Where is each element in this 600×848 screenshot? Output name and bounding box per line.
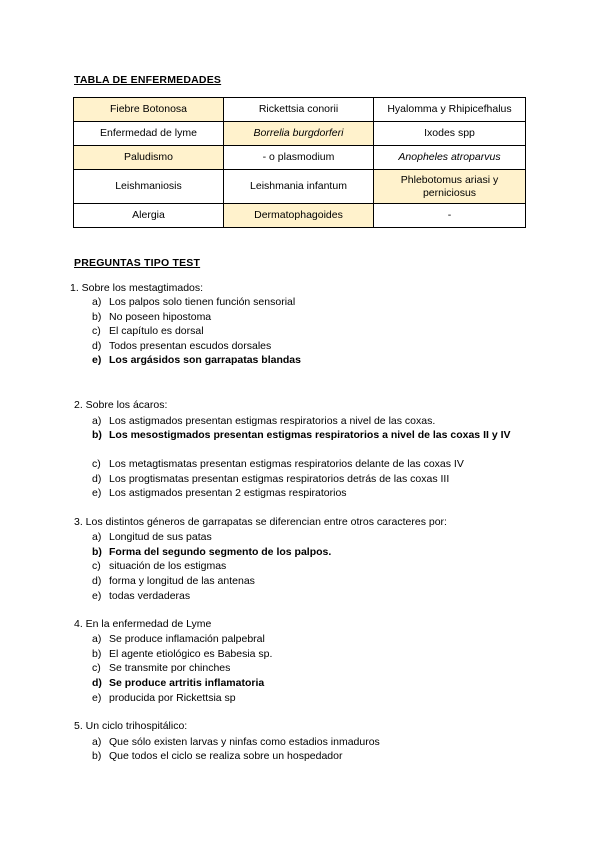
- table-row: [74, 98, 526, 122]
- table-heading: TABLA DE ENFERMEDADES: [74, 74, 222, 86]
- option-text: forma y longitud de las antenas: [109, 575, 255, 587]
- option-letter: b): [92, 546, 102, 558]
- table-row: [74, 146, 526, 170]
- option-text: Los astigmados presentan estigmas respiratorios a nivel de las coxas.: [109, 415, 436, 427]
- option-letter: a): [92, 415, 102, 427]
- option-text: Se produce inflamación palpebral: [109, 633, 265, 645]
- option-letter: a): [92, 296, 102, 308]
- answer-option: [92, 310, 211, 324]
- answer-option-correct: [92, 676, 264, 690]
- answer-option: [92, 472, 449, 486]
- answer-option-correct: [92, 545, 331, 559]
- test-heading: PREGUNTAS TIPO TEST: [74, 257, 201, 269]
- table-cell: Borrelia burgdorferi: [224, 122, 374, 146]
- table-cell: Alergia: [74, 204, 224, 228]
- table-cell: Phlebotomus ariasi y perniciosus: [374, 170, 526, 204]
- option-text: Los progtismatas presentan estigmas respiratorios detrás de las coxas III: [109, 473, 450, 485]
- option-text: situación de los estigmas: [109, 560, 227, 572]
- option-text: El agente etiológico es Babesia sp.: [109, 648, 273, 660]
- option-letter: e): [92, 590, 102, 602]
- option-text: Los argásidos son garrapatas blandas: [109, 354, 301, 366]
- table-cell: Anopheles atroparvus: [374, 146, 526, 170]
- option-letter: d): [92, 473, 102, 485]
- question-title: 3. Los distintos géneros de garrapatas se diferencian entre otros caracteres por:: [74, 516, 447, 528]
- option-letter: c): [92, 560, 101, 572]
- option-letter: d): [92, 575, 102, 587]
- answer-option: [92, 589, 190, 603]
- answer-option: [92, 749, 342, 763]
- answer-option-correct: [92, 353, 301, 367]
- answer-option: [92, 339, 271, 353]
- answer-option: [92, 647, 272, 661]
- option-text: Se produce artritis inflamatoria: [109, 677, 265, 689]
- disease-table: [73, 97, 526, 228]
- option-letter: b): [92, 648, 102, 660]
- answer-option: [92, 324, 204, 338]
- option-letter: d): [92, 340, 102, 352]
- option-letter: a): [92, 531, 102, 543]
- option-letter: c): [92, 458, 101, 470]
- option-text: No poseen hipostoma: [109, 311, 212, 323]
- question-title: 1. Sobre los mestagtimados:: [70, 282, 204, 294]
- answer-option: [92, 559, 226, 573]
- option-text: Los metagtismatas presentan estigmas respiratorios delante de las coxas IV: [109, 458, 464, 470]
- table-row: [74, 122, 526, 146]
- question-title: 5. Un ciclo trihospitálico:: [74, 720, 188, 732]
- option-text: Los mesostigmados presentan estigmas respiratorios a nivel de las coxas II y IV: [109, 429, 511, 441]
- option-letter: b): [92, 750, 102, 762]
- answer-option: [92, 414, 435, 428]
- option-letter: d): [92, 677, 102, 689]
- option-text: El capítulo es dorsal: [109, 325, 204, 337]
- answer-option: [92, 735, 380, 749]
- option-text: todas verdaderas: [109, 590, 191, 602]
- table-row: [74, 170, 526, 204]
- option-text: Los astigmados presentan 2 estigmas respiratorios: [109, 487, 347, 499]
- answer-option: [92, 295, 295, 309]
- option-letter: b): [92, 429, 102, 441]
- option-text: Que sólo existen larvas y ninfas como estadios inmaduros: [109, 736, 380, 748]
- answer-option: [92, 691, 236, 705]
- table-cell: Fiebre Botonosa: [74, 98, 224, 122]
- option-letter: e): [92, 487, 102, 499]
- question-title: 2. Sobre los ácaros:: [74, 399, 168, 411]
- table-cell: Leishmaniosis: [74, 170, 224, 204]
- table-cell: Rickettsia conorii: [224, 98, 374, 122]
- table-cell: Ixodes spp: [374, 122, 526, 146]
- option-letter: a): [92, 736, 102, 748]
- table-cell: Hyalomma y Rhipicefhalus: [374, 98, 526, 122]
- option-letter: c): [92, 662, 101, 674]
- option-letter: e): [92, 692, 102, 704]
- option-text: Forma del segundo segmento de los palpos.: [109, 546, 332, 558]
- answer-option: [92, 574, 255, 588]
- table-cell: Paludismo: [74, 146, 224, 170]
- option-text: Que todos el ciclo se realiza sobre un hospedador: [109, 750, 343, 762]
- table-cell: -: [374, 204, 526, 228]
- table-cell: Dermatophagoides: [224, 204, 374, 228]
- table-cell: Leishmania infantum: [224, 170, 374, 204]
- answer-option: [92, 661, 230, 675]
- option-text: Longitud de sus patas: [109, 531, 212, 543]
- option-text: producida por Rickettsia sp: [109, 692, 236, 704]
- option-text: Todos presentan escudos dorsales: [109, 340, 272, 352]
- answer-option: [92, 530, 212, 544]
- answer-option-correct: [92, 428, 532, 442]
- option-text: Se transmite por chinches: [109, 662, 231, 674]
- table-cell: - o plasmodium: [224, 146, 374, 170]
- option-letter: a): [92, 633, 102, 645]
- option-letter: e): [92, 354, 102, 366]
- table-cell: Enfermedad de lyme: [74, 122, 224, 146]
- answer-option: [92, 632, 265, 646]
- option-letter: c): [92, 325, 101, 337]
- question-title: 4. En la enfermedad de Lyme: [74, 618, 212, 630]
- answer-option: [92, 486, 347, 500]
- answer-option: [92, 457, 464, 471]
- option-letter: b): [92, 311, 102, 323]
- table-row: [74, 204, 526, 228]
- option-text: Los palpos solo tienen función sensorial: [109, 296, 296, 308]
